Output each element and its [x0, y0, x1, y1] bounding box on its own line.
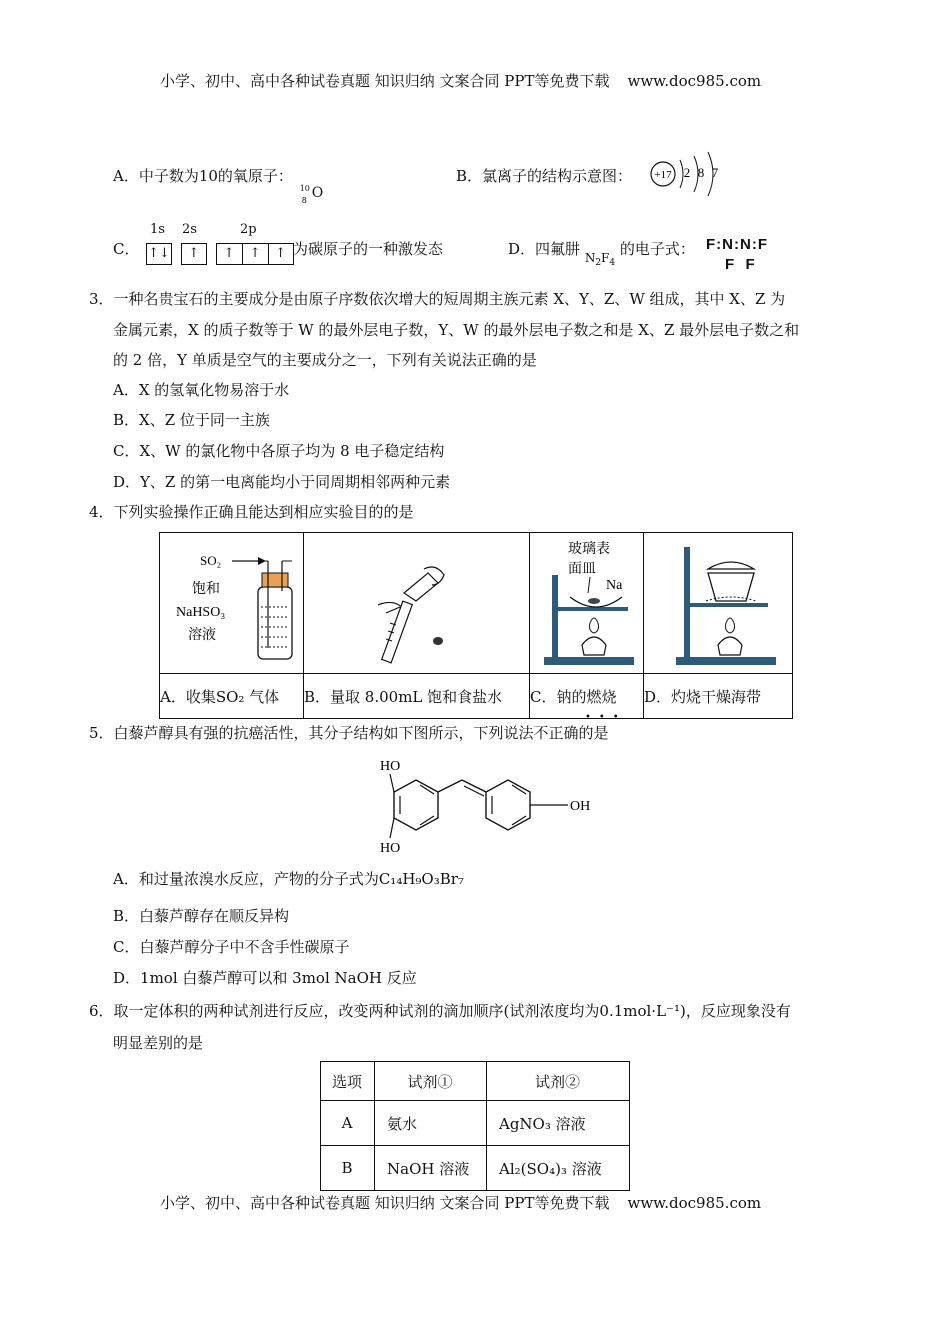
q3-stem-3: 的 2 倍，Y 单质是空气的主要成分之一，下列有关说法正确的是: [113, 351, 537, 369]
oxygen-isotope: [298, 166, 330, 205]
mass-number: 10: [299, 184, 310, 193]
electron-formula-bottom: F F: [725, 256, 756, 273]
hydroxyl-top: HO: [380, 759, 401, 774]
n2f4-formula: $N_2F_4$: [584, 251, 616, 268]
watch-glass-label-2: 面皿: [568, 562, 596, 577]
so2-label: SO₂: [200, 553, 222, 568]
q2-option-c-label: C．: [113, 240, 140, 258]
orbital-2s-box: ↑: [181, 243, 207, 265]
page-header: [160, 70, 800, 91]
caption-a: A．收集SO₂ 气体: [160, 674, 304, 719]
sodium-label: Na: [606, 578, 623, 593]
q2-d-label: D．四氟肼: [508, 240, 581, 258]
q6-stem-2: 明显差别的是: [113, 1034, 204, 1052]
resveratrol-structure: [370, 750, 610, 860]
header-text: 小学、初中、高中各种试卷真题 知识归纳 文案合同 PPT等免费下载: [160, 72, 610, 90]
q3-stem-1: 3．一种名贵宝石的主要成分是由原子序数依次增大的短周期主族元素 X、Y、Z、W 组成，其中 X、Z 为: [89, 290, 786, 308]
emphasis-dots: •••: [585, 712, 627, 723]
table-row: [321, 1146, 630, 1191]
q2-d-suffix: 的电子式：: [619, 240, 695, 258]
orbital-2p-group: [216, 243, 294, 265]
hydroxyl-right: OH: [570, 799, 591, 814]
orbital-2p-box: ↑: [216, 243, 242, 265]
gas-washing-bottle-svg: [160, 533, 303, 673]
shell-1: 2: [683, 165, 691, 180]
crucible-heating-svg: [644, 533, 792, 673]
q4-stem: 4．下列实验操作正确且能达到相应实验目的的是: [89, 503, 414, 521]
header-cell: 选项: [321, 1062, 375, 1101]
orbital-2p-box: ↑: [268, 243, 294, 265]
q3-option-c: C．X、W 的氯化物中各原子均为 8 电子稳定结构: [113, 442, 445, 460]
nahso3-label: NaHSO₃: [176, 605, 226, 620]
q3-option-d: D．Y、Z 的第一电离能均小于同周期相邻两种元素: [113, 473, 451, 491]
option-cell: A: [321, 1101, 375, 1146]
q5-stem: 5．白藜芦醇具有强的抗癌活性，其分子结构如下图所示，下列说法不正确的是: [89, 724, 609, 742]
q6-stem-1: 6．取一定体积的两种试剂进行反应，改变两种试剂的滴加顺序(试剂浓度均为0.1mol·L⁻¹)，反应现象没有: [89, 1002, 791, 1020]
q2-c-suffix: 为碳原子的一种激发态: [293, 240, 444, 258]
caption-b: B．量取 8.00mL 饱和食盐水: [304, 674, 530, 719]
orbital-diagram: [146, 243, 294, 265]
q2-option-d: [508, 238, 695, 274]
q2-a-label: A．中子数为10的氧原子：: [113, 167, 293, 185]
apparatus-a: [160, 533, 304, 674]
header-url: www.doc985.com: [627, 72, 762, 90]
header-cell: 试剂①: [375, 1062, 487, 1101]
caption-c: C．钠的燃烧: [530, 674, 644, 719]
orbital-1s-label: 1s: [150, 222, 165, 237]
orbital-2s-label: 2s: [182, 222, 197, 237]
table-row: [321, 1101, 630, 1146]
element-symbol: O: [311, 185, 324, 201]
reagent2-cell: AgNO₃ 溶液: [487, 1101, 630, 1146]
saturated-label: 饱和: [192, 582, 220, 597]
shell-3: 7: [711, 165, 719, 180]
q2-b-label: B．氯离子的结构示意图：: [456, 167, 633, 185]
reagent1-cell: 氨水: [375, 1101, 487, 1146]
apparatus-c: [530, 533, 644, 674]
q6-reagent-table: [320, 1061, 630, 1191]
q3-option-b: B．X、Z 位于同一主族: [113, 411, 270, 429]
chloride-structure-diagram: [646, 150, 726, 206]
watch-glass-label-1: 玻璃表: [568, 542, 610, 557]
orbital-2p-box: ↑: [242, 243, 268, 265]
shell-2: 8: [697, 165, 705, 180]
q5-option-b: B．白藜芦醇存在顺反异构: [113, 907, 290, 925]
apparatus-d: [644, 533, 793, 674]
q4-experiment-table: [159, 532, 793, 719]
q2-option-a: [113, 165, 330, 205]
footer-url: www.doc985.com: [627, 1194, 762, 1212]
reagent1-cell: NaOH 溶液: [375, 1146, 487, 1191]
q3-option-a: A．X 的氢氧化物易溶于水: [113, 381, 290, 399]
measuring-cylinder-svg: [304, 533, 529, 673]
sodium-combustion-svg: [530, 533, 643, 673]
q3-stem-2: 金属元素，X 的质子数等于 W 的最外层电子数，Y、W 的最外层电子数之和是 X、Z 最外层电子数之和: [113, 321, 800, 339]
electron-formula-top: F:N:N:F: [706, 236, 768, 253]
atomic-number: 8: [301, 196, 307, 205]
orbital-1s-box: ↑↓: [146, 243, 172, 265]
q5-option-c: C．白藜芦醇分子中不含手性碳原子: [113, 938, 350, 956]
solution-label: 溶液: [188, 628, 216, 643]
option-cell: B: [321, 1146, 375, 1191]
q2-option-b: [456, 165, 632, 187]
reagent2-cell: Al₂(SO₄)₃ 溶液: [487, 1146, 630, 1191]
orbital-2p-label: 2p: [240, 222, 257, 237]
caption-d: D．灼烧干燥海带: [644, 674, 793, 719]
hydroxyl-bottom: HO: [380, 841, 401, 856]
q5-option-d: D．1mol 白藜芦醇可以和 3mol NaOH 反应: [113, 969, 417, 987]
apparatus-b: [304, 533, 530, 674]
header-cell: 试剂②: [487, 1062, 630, 1101]
page-footer: [160, 1192, 800, 1213]
table-header-row: [321, 1062, 630, 1101]
nucleus-charge: +17: [654, 169, 672, 181]
q5-option-a: A．和过量浓溴水反应，产物的分子式为C₁₄H₉O₃Br₇: [113, 870, 464, 888]
footer-text: 小学、初中、高中各种试卷真题 知识归纳 文案合同 PPT等免费下载: [160, 1194, 610, 1212]
